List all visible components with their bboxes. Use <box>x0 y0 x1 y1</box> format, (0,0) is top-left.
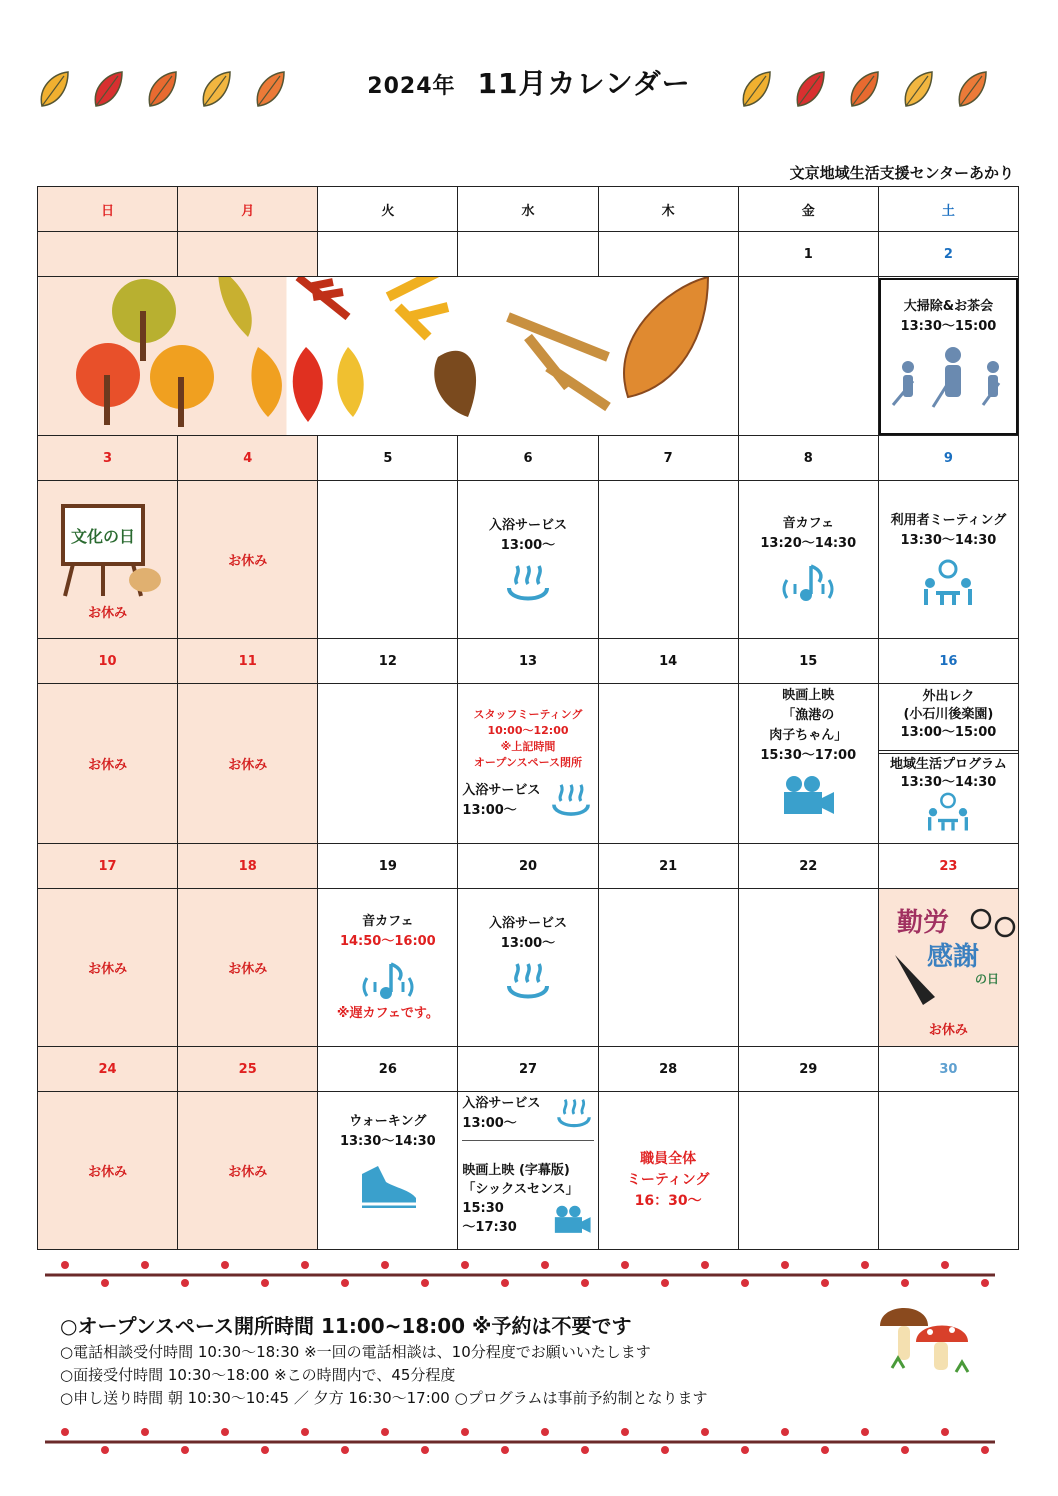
date-27: 27 <box>458 1047 598 1092</box>
calendar-table <box>37 186 1019 1250</box>
weekday-sun: 日 <box>38 187 178 232</box>
week5-number-row <box>38 1047 1019 1092</box>
week5-event-row <box>38 1092 1019 1250</box>
date-21: 21 <box>598 844 738 889</box>
date-9: 9 <box>878 436 1018 481</box>
rest-label: お休み <box>38 684 178 844</box>
hot-spring-icon <box>503 962 553 1002</box>
weekday-sat: 土 <box>878 187 1018 232</box>
berry-vine-decoration <box>45 1424 995 1454</box>
week1-number-row <box>38 232 1019 277</box>
date-30: 30 <box>878 1047 1018 1092</box>
hot-spring-icon <box>554 1098 594 1130</box>
labor-thanksgiving-cell <box>878 889 1018 1047</box>
date-4: 4 <box>178 436 318 481</box>
music-note-icon <box>361 960 415 1004</box>
week1-event-row <box>38 277 1019 436</box>
event-bath-13: 入浴サービス 13:00〜 <box>458 771 597 821</box>
title-year: 2024年 <box>367 74 456 99</box>
event-music-cafe-8: 音カフェ 13:20〜14:30 <box>738 481 878 639</box>
weekday-thu: 木 <box>598 187 738 232</box>
footer-info <box>60 1310 920 1410</box>
autumn-trees-leaves-icon <box>48 277 728 431</box>
date-26: 26 <box>318 1047 458 1092</box>
culture-day-easel-icon <box>53 498 163 598</box>
weekday-mon: 月 <box>178 187 318 232</box>
meeting-icon <box>923 792 973 834</box>
hot-spring-icon <box>548 783 594 819</box>
event-bath-27: 入浴サービス 13:00〜 <box>458 1092 597 1134</box>
date-14: 14 <box>598 639 738 684</box>
weekday-tue: 火 <box>318 187 458 232</box>
event-cleaning-tea: 大掃除&お茶会 13:30〜15:00 <box>878 277 1018 436</box>
date-28: 28 <box>598 1047 738 1092</box>
rest-label: お休み <box>178 684 318 844</box>
interview-hours: ○面接受付時間 10:30〜18:00 ※この時間内で、45分程度 <box>60 1366 456 1384</box>
phone-hours: ○電話相談受付時間 10:30〜18:30 ※一回の電話相談は、10分程度でお願いいたします <box>60 1343 651 1361</box>
staff-meeting-notice: スタッフミーティング 10:00〜12:00 ※上記時間 オープンスペース閉所 <box>473 707 583 769</box>
date-7: 7 <box>598 436 738 481</box>
event-cell-13 <box>458 684 598 844</box>
date-24: 24 <box>38 1047 178 1092</box>
week3-number-row <box>38 639 1019 684</box>
svg-text:感謝: 感謝 <box>926 942 979 972</box>
weekday-wed: 水 <box>458 187 598 232</box>
weekday-fri: 金 <box>738 187 878 232</box>
labor-thanksgiving-icon <box>879 897 1019 1015</box>
handover-hours: ○申し送り時間 朝 10:30〜10:45 ／ 夕方 16:30〜17:00 ○プログラムは事前予約制となります <box>60 1389 708 1407</box>
weekday-header-row <box>38 187 1019 232</box>
movie-camera-icon <box>780 774 836 818</box>
event-walking-26: ウォーキング 13:30〜14:30 <box>318 1092 458 1250</box>
event-program-16: 地域生活プログラム 13:30〜14:30 <box>879 756 1018 840</box>
date-11: 11 <box>178 639 318 684</box>
rest-label: お休み <box>88 606 128 621</box>
date-12: 12 <box>318 639 458 684</box>
date-17: 17 <box>38 844 178 889</box>
cleaning-people-icon <box>883 345 1013 415</box>
event-bath-6: 入浴サービス 13:00〜 <box>458 481 598 639</box>
open-space-hours: ○オープンスペース開所時間 11:00~18:00 ※予約は不要です <box>60 1314 632 1338</box>
page-title <box>0 62 1058 102</box>
event-movie-15: 映画上映 「漁港の 肉子ちゃん」 15:30〜17:00 <box>738 684 878 844</box>
berry-vine-decoration <box>45 1257 995 1287</box>
event-cell-16 <box>878 684 1018 844</box>
organization-name: 文京地域生活支援センターあかり <box>789 164 1014 182</box>
svg-text:の日: の日 <box>974 972 999 986</box>
event-bath-20: 入浴サービス 13:00〜 <box>458 889 598 1047</box>
sneaker-icon <box>356 1160 420 1214</box>
hot-spring-icon <box>503 564 553 604</box>
date-5: 5 <box>318 436 458 481</box>
week2-event-row <box>38 481 1019 639</box>
date-16: 16 <box>878 639 1018 684</box>
date-1: 1 <box>738 232 878 277</box>
svg-text:勤労: 勤労 <box>896 908 949 938</box>
autumn-illustration <box>38 277 739 436</box>
week4-number-row <box>38 844 1019 889</box>
event-music-cafe-19: 音カフェ 14:50〜16:00 ※遅カフェです。 <box>318 889 458 1047</box>
culture-day-cell <box>38 481 178 639</box>
event-movie-27: 映画上映 (字幕版) 「シックスセンス」 15:30 〜17:30 <box>458 1147 597 1237</box>
date-13: 13 <box>458 639 598 684</box>
date-3: 3 <box>38 436 178 481</box>
date-6: 6 <box>458 436 598 481</box>
date-18: 18 <box>178 844 318 889</box>
date-2: 2 <box>878 232 1018 277</box>
date-20: 20 <box>458 844 598 889</box>
rest-label: お休み <box>178 1092 318 1250</box>
date-10: 10 <box>38 639 178 684</box>
event-user-meeting-9: 利用者ミーティング 13:30〜14:30 <box>878 481 1018 639</box>
date-29: 29 <box>738 1047 878 1092</box>
rest-label: お休み <box>928 1023 968 1038</box>
date-23: 23 <box>878 844 1018 889</box>
event-staff-meeting-28: 職員全体 ミーティング 16：30〜 <box>598 1092 738 1250</box>
week4-event-row <box>38 889 1019 1047</box>
title-main: 11月カレンダー <box>477 67 691 100</box>
rest-label: お休み <box>38 1092 178 1250</box>
event-cell-27 <box>458 1092 598 1250</box>
date-22: 22 <box>738 844 878 889</box>
rest-label: お休み <box>178 481 318 639</box>
event-outing-16: 外出レク (小石川後楽園) 13:00〜15:00 <box>900 688 997 740</box>
date-8: 8 <box>738 436 878 481</box>
date-15: 15 <box>738 639 878 684</box>
date-19: 19 <box>318 844 458 889</box>
meeting-icon <box>918 559 978 609</box>
week2-number-row <box>38 436 1019 481</box>
mushroom-icon <box>876 1296 972 1376</box>
rest-label: お休み <box>38 889 178 1047</box>
svg-text:文化の日: 文化の日 <box>70 527 135 546</box>
divider <box>462 1140 593 1141</box>
date-25: 25 <box>178 1047 318 1092</box>
rest-label: お休み <box>178 889 318 1047</box>
music-note-icon <box>781 562 835 606</box>
movie-camera-icon <box>552 1203 592 1237</box>
week3-event-row <box>38 684 1019 844</box>
